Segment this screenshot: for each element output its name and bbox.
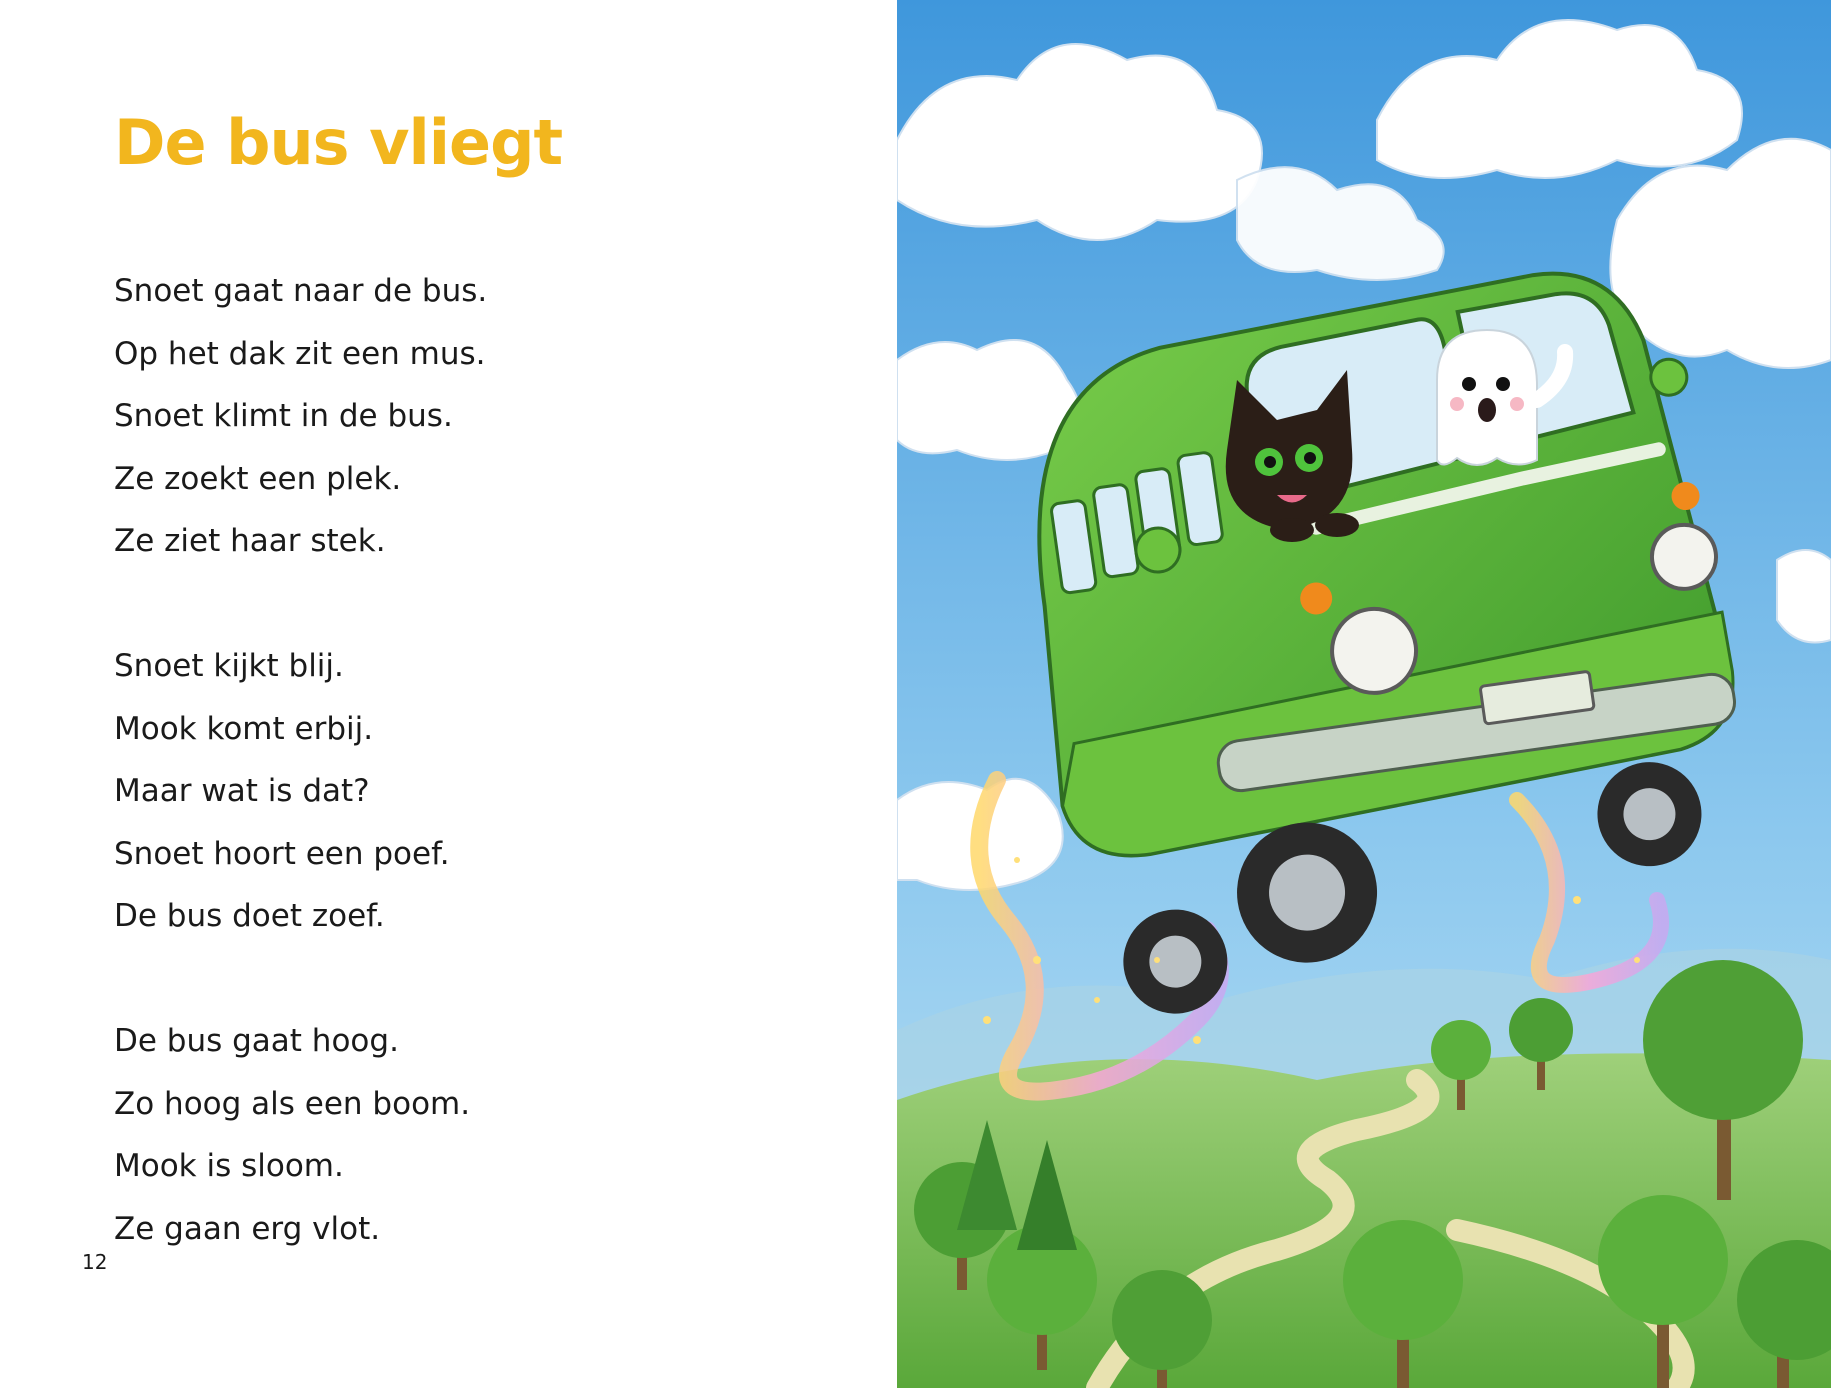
poem-line: Snoet gaat naar de bus. <box>114 273 488 309</box>
poem-line: Mook komt erbij. <box>114 710 374 747</box>
stanza-3 <box>114 1010 470 1260</box>
poem-line: Maar wat is dat? <box>114 773 370 809</box>
bus-illustration <box>897 0 1831 1388</box>
poem-line: Snoet kijkt blij. <box>114 648 344 684</box>
stanza-1 <box>114 260 487 573</box>
poem-line: Op het dak zit een mus. <box>114 335 486 372</box>
page-number: 12 <box>82 1250 108 1274</box>
poem-line: Mook is sloom. <box>114 1148 344 1184</box>
page-title: De bus vliegt <box>114 106 563 179</box>
poem-line: Ze zoekt een plek. <box>114 460 402 497</box>
poem-line: De bus gaat hoog. <box>114 1023 399 1059</box>
poem-line: Snoet klimt in de bus. <box>114 398 453 434</box>
illustration-page <box>897 0 1831 1388</box>
poem-line: Ze ziet haar stek. <box>114 523 386 559</box>
poem-line: De bus doet zoef. <box>114 898 385 934</box>
poem-line: Ze gaan erg vlot. <box>114 1210 381 1247</box>
poem-line: Zo hoog als een boom. <box>114 1085 471 1122</box>
stanza-2 <box>114 635 450 948</box>
poem-line: Snoet hoort een poef. <box>114 835 450 872</box>
text-page <box>0 0 897 1388</box>
